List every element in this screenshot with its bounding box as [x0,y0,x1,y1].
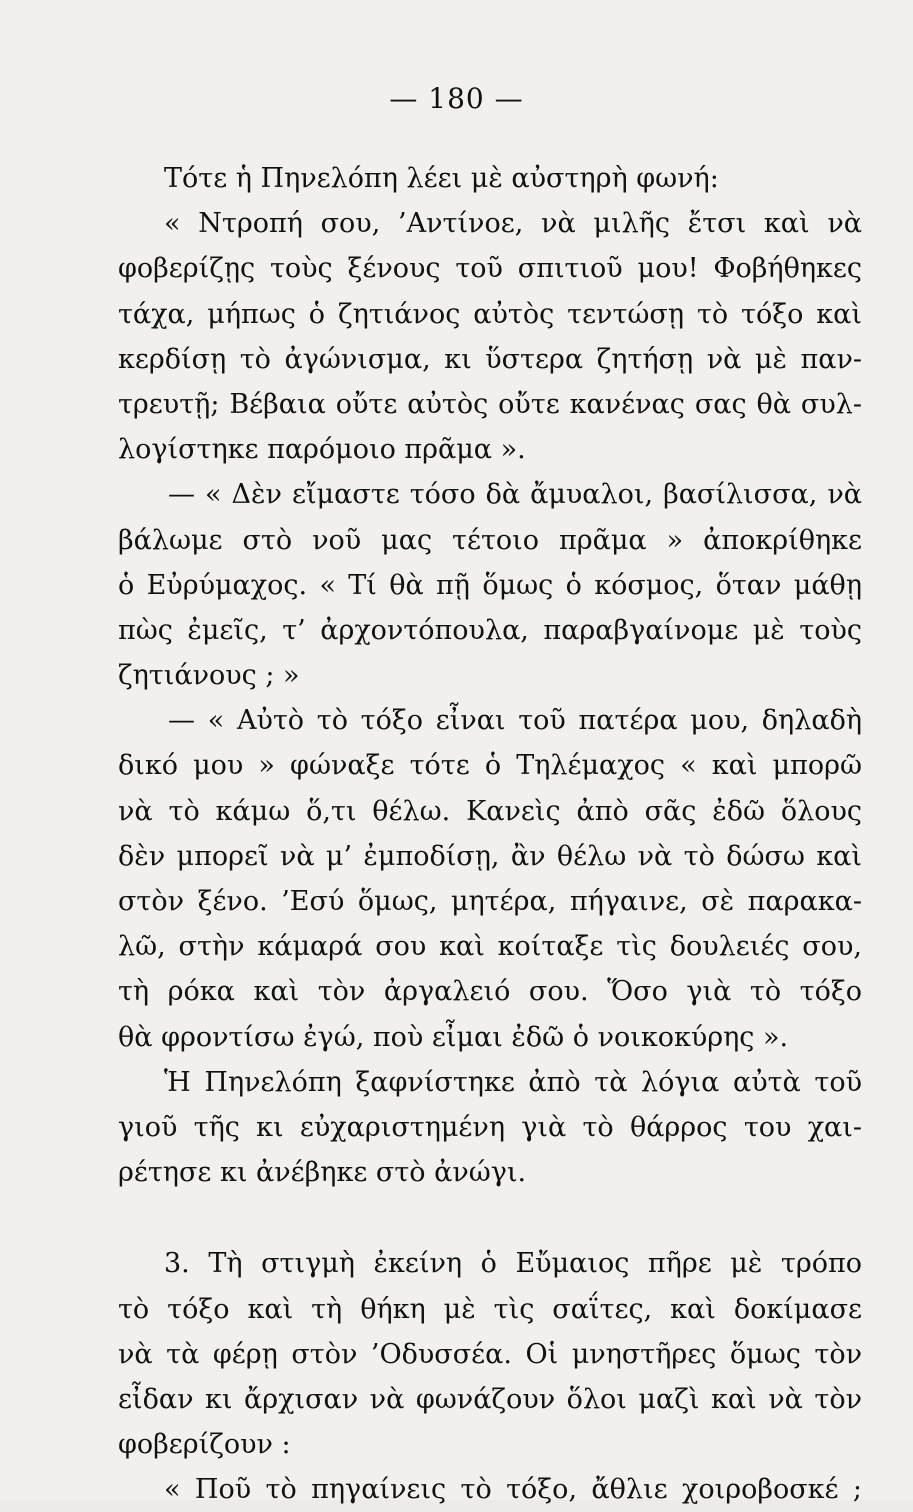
paragraph [118,201,862,472]
text-line: θὰ φροντίσω ἐγώ, ποὺ εἶμαι ἐδῶ ὁ νοικοκύρης ». [118,1021,789,1053]
text-line: φοβερίζουν : [118,1429,291,1461]
text-line: πὼς ἐμεῖς, τ’ ἀρχοντόπουλα, παραβγαίνομε μὲ τοὺς [118,614,862,646]
text-line: 3. Τὴ στιγμὴ ἐκείνη ὁ Εὔμαιος πῆρε μὲ τρόπο [164,1248,862,1280]
text-line: ζητιάνους ; » [118,660,300,692]
text-line: φοβερίζῃς τοὺς ξένους τοῦ σπιτιοῦ μου! Φοβήθηκες [118,253,862,285]
text-line: λῶ, στὴν κάμαρά σου καὶ κοίταξε τὶς δουλειές σου, [118,931,862,963]
paragraph [118,698,862,1060]
paragraph [118,1060,862,1196]
text-line: ὁ Εὐρύμαχος. « Τί θὰ πῇ ὅμως ὁ κόσμος, ὅταν μάθῃ [118,569,862,601]
text-line: Ἡ Πηνελόπη ξαφνίστηκε ἀπὸ τὰ λόγια αὐτὰ τοῦ [164,1066,862,1098]
text-line: δὲν μπορεῖ νὰ μ’ ἐμποδίσῃ, ἂν θέλω νὰ τὸ δώσω καὶ [118,840,862,872]
text-line: νὰ τὰ φέρῃ στὸν ’Οδυσσέα. Οἱ μνηστῆρες ὅμως τὸν [118,1338,862,1370]
section-gap [118,1195,862,1241]
paragraph [118,1467,862,1512]
text-line: τὸ τόξο καὶ τὴ θήκη μὲ τὶς σαΐτες, καὶ δοκίμασε [118,1293,862,1325]
text-line: « Ποῦ τὸ πηγαίνεις τὸ τόξο, ἄθλιε χοιροβοσκέ ; [164,1474,862,1506]
text-line: Τότε ἡ Πηνελόπη λέει μὲ αὐστηρὴ φωνή: [164,163,719,194]
text-line: τάχα, μήπως ὁ ζητιάνος αὐτὸς τεντώσῃ τὸ τόξο καὶ [118,298,862,330]
text-line: ρέτησε κι ἀνέβηκε στὸ ἀνώγι. [118,1157,527,1189]
text-line: — « Αὐτὸ τὸ τόξο εἶναι τοῦ πατέρα μου, δηλαδὴ [168,705,862,737]
text-line: « Ντροπή σου, ’Αντίνοε, νὰ μιλῆς ἔτσι καὶ νὰ [164,208,862,240]
text-line: κερδίσῃ τὸ ἀγώνισμα, κι ὕστερα ζητήσῃ νὰ μὲ παν- [118,343,862,375]
text-line: δικό μου » φώναξε τότε ὁ Τηλέμαχος « καὶ μπορῶ [118,750,862,782]
paragraph [118,1241,862,1467]
text-line: στὸν ξένο. ’Εσύ ὅμως, μητέρα, πήγαινε, σὲ παρακα- [118,886,862,917]
paragraph [118,156,862,201]
text-line: νὰ τὸ κάμω ὅ,τι θέλω. Κανεὶς ἀπὸ σᾶς ἐδῶ ὅλους [118,795,862,827]
text-line: — « Δὲν εἴμαστε τόσο δὰ ἄμυαλοι, βασίλισσα, νὰ [168,479,862,511]
text-line: εἶδαν κι ἄρχισαν νὰ φωνάζουν ὅλοι μαζὶ καὶ νὰ τὸν [118,1383,862,1415]
body-text [118,156,862,1512]
text-line: τρευτῇ; Βέβαια οὔτε αὐτὸς οὔτε κανένας σας θὰ συλ- [118,388,862,420]
text-line: βάλωμε στὸ νοῦ μας τέτοιο πρᾶμα » ἀποκρίθηκε [118,524,862,556]
text-line: λογίστηκε παρόμοιο πρᾶμα ». [118,434,526,466]
page-number: — 180 — [389,82,524,115]
text-line: τὴ ρόκα καὶ τὸν ἀργαλειό σου. Ὅσο γιὰ τὸ τόξο [118,976,862,1008]
text-line: γιοῦ τῆς κι εὐχαριστημένη γιὰ τὸ θάρρος του χαι- [118,1111,862,1143]
paragraph [118,472,862,698]
